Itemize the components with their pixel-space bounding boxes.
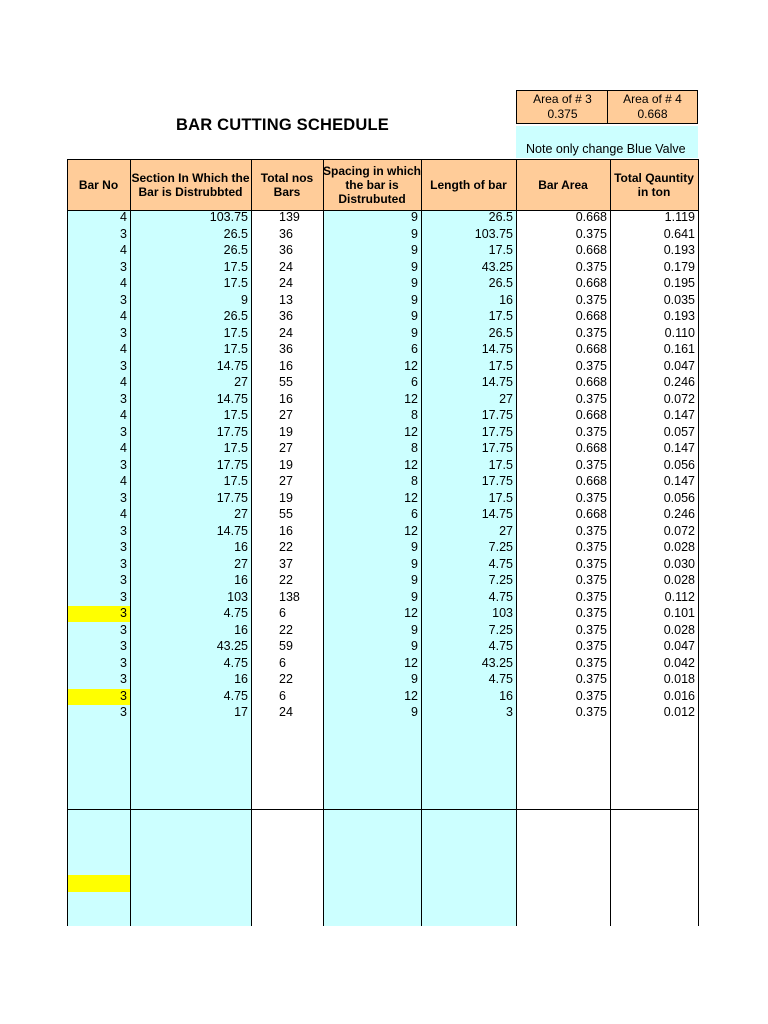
cell-section[interactable]: 17.75 [216, 490, 248, 505]
highlight-cell [68, 875, 130, 892]
cell-length[interactable]: 43.25 [481, 655, 513, 670]
cell-spacing[interactable]: 9 [411, 309, 418, 323]
cell-section[interactable]: 17.5 [223, 259, 248, 274]
cell-length[interactable]: 3 [506, 705, 513, 719]
cell-spacing[interactable]: 8 [411, 408, 418, 422]
cell-section[interactable]: 17.5 [223, 276, 248, 290]
cell-length[interactable]: 27 [499, 523, 513, 538]
cell-bar-no[interactable]: 3 [120, 622, 127, 637]
cell-bar-no[interactable]: 3 [120, 424, 127, 439]
cell-bar-area: 0.375 [575, 457, 607, 472]
cell-bar-area: 0.375 [575, 655, 607, 670]
cell-total-quantity: 0.161 [663, 342, 695, 356]
cell-total-quantity: 0.147 [663, 474, 695, 488]
cell-section[interactable]: 17.5 [223, 441, 248, 455]
cell-section[interactable]: 27 [234, 556, 248, 571]
cell-spacing[interactable]: 12 [404, 358, 418, 373]
cell-bar-area: 0.375 [575, 358, 607, 373]
area-4-value[interactable]: 0.668 [607, 106, 698, 124]
cell-total-quantity: 0.028 [663, 622, 695, 637]
cell-bar-no[interactable]: 3 [120, 292, 127, 307]
cell-total-quantity: 0.028 [663, 540, 695, 554]
cell-length[interactable]: 14.75 [481, 375, 513, 389]
cell-total-bars: 6 [279, 688, 286, 703]
cell-bar-no[interactable]: 3 [120, 540, 127, 554]
cell-section[interactable]: 16 [234, 672, 248, 686]
cell-length[interactable]: 16 [499, 688, 513, 703]
cell-total-bars: 36 [279, 226, 293, 241]
col-header-length: Length of bar [421, 159, 516, 210]
cell-total-quantity: 0.047 [663, 639, 695, 653]
cell-section[interactable]: 17.5 [223, 325, 248, 340]
cell-length[interactable]: 14.75 [481, 342, 513, 356]
cell-section[interactable]: 16 [234, 540, 248, 554]
cell-length[interactable]: 7.25 [488, 573, 513, 587]
cell-bar-no[interactable]: 4 [120, 441, 127, 455]
cell-length[interactable]: 7.25 [488, 622, 513, 637]
cell-bar-area: 0.668 [575, 507, 607, 521]
cell-spacing[interactable]: 9 [411, 573, 418, 587]
cell-length[interactable]: 7.25 [488, 540, 513, 554]
cell-bar-no[interactable]: 3 [120, 589, 127, 604]
cell-total-quantity: 0.101 [663, 606, 695, 620]
cell-total-quantity: 0.016 [663, 688, 695, 703]
cell-section[interactable]: 4.75 [223, 688, 248, 703]
cell-section[interactable]: 4.75 [223, 606, 248, 620]
cell-bar-area: 0.668 [575, 309, 607, 323]
cell-total-bars: 36 [279, 309, 293, 323]
cell-total-quantity: 0.018 [663, 672, 695, 686]
cell-section[interactable]: 27 [234, 507, 248, 521]
cell-bar-no[interactable]: 4 [120, 276, 127, 290]
cell-length[interactable]: 4.75 [488, 672, 513, 686]
cell-total-bars: 19 [279, 424, 293, 439]
cell-section[interactable]: 17.75 [216, 457, 248, 472]
cell-spacing[interactable]: 9 [411, 672, 418, 686]
cell-spacing[interactable]: 9 [411, 589, 418, 604]
col-header-bar-area: Bar Area [516, 159, 610, 210]
cell-spacing[interactable]: 9 [411, 540, 418, 554]
cell-length[interactable]: 17.75 [481, 441, 513, 455]
cell-length[interactable]: 26.5 [488, 210, 513, 224]
cell-length[interactable]: 27 [499, 391, 513, 406]
cell-total-bars: 27 [279, 441, 293, 455]
cell-bar-no[interactable]: 3 [120, 688, 127, 703]
cell-bar-area: 0.668 [575, 210, 607, 224]
cell-bar-area: 0.375 [575, 688, 607, 703]
cell-section[interactable]: 43.25 [216, 639, 248, 653]
cell-total-quantity: 0.246 [663, 507, 695, 521]
cell-spacing[interactable]: 12 [404, 391, 418, 406]
cell-bar-no[interactable]: 4 [120, 474, 127, 488]
col-header-total-bars: Total nos Bars [251, 159, 323, 210]
cell-total-quantity: 0.246 [663, 375, 695, 389]
cell-spacing[interactable]: 9 [411, 210, 418, 224]
cell-length[interactable]: 103.75 [474, 226, 513, 241]
grid-line [251, 159, 252, 926]
cell-bar-area: 0.668 [575, 276, 607, 290]
cell-spacing[interactable]: 9 [411, 622, 418, 637]
cell-total-quantity: 0.056 [663, 457, 695, 472]
cell-total-quantity: 0.641 [663, 226, 695, 241]
cell-total-quantity: 0.193 [663, 243, 695, 257]
area-3-label: Area of # 3 [516, 90, 608, 107]
cell-spacing[interactable]: 9 [411, 226, 418, 241]
cell-spacing[interactable]: 6 [411, 507, 418, 521]
cell-total-quantity: 0.042 [663, 655, 695, 670]
cell-spacing[interactable]: 9 [411, 639, 418, 653]
cell-section[interactable]: 14.75 [216, 523, 248, 538]
cell-length[interactable]: 16 [499, 292, 513, 307]
cell-length[interactable]: 17.5 [488, 358, 513, 373]
cell-total-bars: 22 [279, 540, 293, 554]
cell-spacing[interactable]: 12 [404, 688, 418, 703]
cell-total-bars: 16 [279, 358, 293, 373]
cell-total-bars: 16 [279, 391, 293, 406]
cell-bar-area: 0.668 [575, 408, 607, 422]
cell-section[interactable]: 27 [234, 375, 248, 389]
cell-bar-no[interactable]: 4 [120, 507, 127, 521]
cell-bar-no[interactable]: 3 [120, 523, 127, 538]
cell-bar-no[interactable]: 3 [120, 226, 127, 241]
col-header-bar-no: Bar No [67, 159, 130, 210]
cell-total-quantity: 0.012 [663, 705, 695, 719]
cell-length[interactable]: 17.5 [488, 490, 513, 505]
cell-total-quantity: 0.072 [663, 523, 695, 538]
cell-section[interactable]: 17.75 [216, 424, 248, 439]
cell-total-bars: 16 [279, 523, 293, 538]
cell-bar-no[interactable]: 3 [120, 606, 127, 620]
cell-length[interactable]: 17.5 [488, 457, 513, 472]
grid-line [698, 159, 699, 926]
cell-total-bars: 24 [279, 325, 293, 340]
cell-total-quantity: 0.195 [663, 276, 695, 290]
cell-length[interactable]: 17.75 [481, 474, 513, 488]
grid-line [67, 809, 698, 810]
cell-bar-area: 0.668 [575, 441, 607, 455]
cell-bar-no[interactable]: 3 [120, 358, 127, 373]
cell-total-quantity: 0.112 [664, 589, 695, 604]
cell-section[interactable]: 103 [227, 589, 248, 604]
cell-bar-area: 0.668 [575, 474, 607, 488]
cell-bar-no[interactable]: 4 [120, 375, 127, 389]
page-title: BAR CUTTING SCHEDULE [176, 116, 389, 134]
cell-total-bars: 55 [279, 507, 293, 521]
cell-total-bars: 22 [279, 672, 293, 686]
col-header-spacing: Spacing in which the bar is Distrubuted [323, 159, 421, 210]
cell-section[interactable]: 17.5 [223, 342, 248, 356]
cell-bar-area: 0.375 [575, 391, 607, 406]
cell-total-quantity: 1.119 [664, 210, 695, 224]
cell-total-quantity: 0.057 [663, 424, 695, 439]
cell-bar-area: 0.375 [575, 325, 607, 340]
cell-length[interactable]: 103 [492, 606, 513, 620]
cell-bar-no[interactable]: 4 [120, 243, 127, 257]
cell-spacing[interactable]: 12 [404, 457, 418, 472]
cell-bar-no[interactable]: 3 [120, 490, 127, 505]
cell-spacing[interactable]: 12 [404, 606, 418, 620]
cell-spacing[interactable]: 9 [411, 276, 418, 290]
cell-bar-area: 0.375 [575, 589, 607, 604]
cell-bar-area: 0.375 [575, 424, 607, 439]
cell-total-quantity: 0.110 [664, 325, 695, 340]
cell-total-bars: 27 [279, 408, 293, 422]
cell-length[interactable]: 4.75 [488, 589, 513, 604]
cell-bar-no[interactable]: 4 [120, 408, 127, 422]
cell-bar-area: 0.375 [575, 672, 607, 686]
grid-line [67, 159, 698, 160]
cell-total-quantity: 0.147 [663, 408, 695, 422]
cell-spacing[interactable]: 6 [411, 375, 418, 389]
cell-section[interactable]: 17.5 [223, 474, 248, 488]
cell-length[interactable]: 17.75 [481, 408, 513, 422]
cell-spacing[interactable]: 12 [404, 424, 418, 439]
cell-total-quantity: 0.047 [663, 358, 695, 373]
cell-length[interactable]: 14.75 [481, 507, 513, 521]
cell-bar-area: 0.375 [575, 523, 607, 538]
cell-total-bars: 13 [279, 292, 293, 307]
cell-section[interactable]: 17.5 [223, 408, 248, 422]
cell-total-bars: 27 [279, 474, 293, 488]
cell-total-quantity: 0.035 [663, 292, 695, 307]
cell-bar-no[interactable]: 3 [120, 573, 127, 587]
cell-section[interactable]: 9 [241, 292, 248, 307]
cell-length[interactable]: 17.5 [488, 243, 513, 257]
cell-bar-area: 0.375 [575, 573, 607, 587]
cell-total-bars: 6 [279, 655, 286, 670]
cell-total-bars: 19 [279, 490, 293, 505]
cell-section[interactable]: 14.75 [216, 391, 248, 406]
cell-section[interactable]: 14.75 [216, 358, 248, 373]
cell-total-bars: 19 [279, 457, 293, 472]
cell-spacing[interactable]: 8 [411, 474, 418, 488]
col-header-section: Section In Which the Bar is Distrubbted [130, 159, 251, 210]
cell-spacing[interactable]: 9 [411, 556, 418, 571]
cell-bar-area: 0.375 [575, 639, 607, 653]
cell-bar-area: 0.375 [575, 226, 607, 241]
col-header-total-quantity: Total Qauntity in ton [610, 159, 698, 210]
cell-bar-no[interactable]: 4 [120, 309, 127, 323]
cell-section[interactable]: 26.5 [223, 226, 248, 241]
cell-total-bars: 6 [279, 606, 286, 620]
cell-length[interactable]: 4.75 [488, 639, 513, 653]
cell-spacing[interactable]: 9 [411, 705, 418, 719]
cell-total-bars: 36 [279, 243, 293, 257]
cell-length[interactable]: 17.75 [481, 424, 513, 439]
cell-section[interactable]: 17 [234, 705, 248, 719]
cell-bar-area: 0.668 [575, 243, 607, 257]
cell-spacing[interactable]: 9 [411, 292, 418, 307]
cell-section[interactable]: 26.5 [223, 309, 248, 323]
cell-bar-area: 0.375 [575, 292, 607, 307]
cell-spacing[interactable]: 9 [411, 325, 418, 340]
cell-total-quantity: 0.147 [663, 441, 695, 455]
cell-total-bars: 22 [279, 573, 293, 587]
cell-bar-no[interactable]: 3 [120, 639, 127, 653]
cell-bar-no[interactable]: 4 [120, 342, 127, 356]
cell-bar-area: 0.375 [575, 259, 607, 274]
cell-total-quantity: 0.179 [663, 259, 695, 274]
cell-spacing[interactable]: 9 [411, 243, 418, 257]
cell-bar-no[interactable]: 3 [120, 457, 127, 472]
cell-bar-area: 0.375 [575, 540, 607, 554]
cell-bar-area: 0.375 [575, 622, 607, 637]
cell-bar-no[interactable]: 3 [120, 655, 127, 670]
cell-section[interactable]: 103.75 [209, 210, 248, 224]
cell-bar-no[interactable]: 3 [120, 672, 127, 686]
cell-total-bars: 36 [279, 342, 293, 356]
cell-bar-area: 0.375 [575, 705, 607, 719]
cell-bar-area: 0.668 [575, 375, 607, 389]
blue-value-note: Note only change Blue Valve [516, 126, 698, 158]
cell-bar-area: 0.668 [575, 342, 607, 356]
cell-bar-no[interactable]: 3 [120, 556, 127, 571]
cell-section[interactable]: 16 [234, 622, 248, 637]
cell-section[interactable]: 26.5 [223, 243, 248, 257]
cell-bar-no[interactable]: 3 [120, 325, 127, 340]
cell-length[interactable]: 26.5 [488, 325, 513, 340]
cell-total-quantity: 0.193 [663, 309, 695, 323]
cell-total-bars: 138 [279, 589, 300, 604]
cell-bar-area: 0.375 [575, 556, 607, 571]
cell-spacing[interactable]: 12 [404, 523, 418, 538]
cell-total-bars: 139 [279, 210, 300, 224]
cell-total-quantity: 0.072 [663, 391, 695, 406]
bar-area-reference-box [516, 90, 698, 125]
cell-total-bars: 55 [279, 375, 293, 389]
cell-spacing[interactable]: 8 [411, 441, 418, 455]
cell-length[interactable]: 4.75 [488, 556, 513, 571]
area-4-label: Area of # 4 [607, 90, 698, 107]
cell-section[interactable]: 16 [234, 573, 248, 587]
cell-bar-area: 0.375 [575, 490, 607, 505]
cell-total-bars: 24 [279, 705, 293, 719]
cell-bar-no[interactable]: 3 [120, 391, 127, 406]
cell-length[interactable]: 17.5 [488, 309, 513, 323]
cell-total-bars: 37 [279, 556, 293, 571]
cell-bar-area: 0.375 [575, 606, 607, 620]
cell-spacing[interactable]: 6 [411, 342, 418, 356]
cell-spacing[interactable]: 12 [404, 655, 418, 670]
cell-total-bars: 24 [279, 276, 293, 290]
cell-bar-no[interactable]: 3 [120, 705, 127, 719]
cell-total-bars: 22 [279, 622, 293, 637]
cell-total-bars: 24 [279, 259, 293, 274]
cell-bar-no[interactable]: 3 [120, 259, 127, 274]
area-3-value[interactable]: 0.375 [516, 106, 608, 124]
cell-total-quantity: 0.056 [663, 490, 695, 505]
cell-total-quantity: 0.030 [663, 556, 695, 571]
cell-section[interactable]: 4.75 [223, 655, 248, 670]
cell-spacing[interactable]: 12 [404, 490, 418, 505]
cell-spacing[interactable]: 9 [411, 259, 418, 274]
cell-bar-no[interactable]: 4 [120, 210, 127, 224]
cell-length[interactable]: 26.5 [488, 276, 513, 290]
cell-total-quantity: 0.028 [663, 573, 695, 587]
cell-total-bars: 59 [279, 639, 293, 653]
cell-length[interactable]: 43.25 [481, 259, 513, 274]
